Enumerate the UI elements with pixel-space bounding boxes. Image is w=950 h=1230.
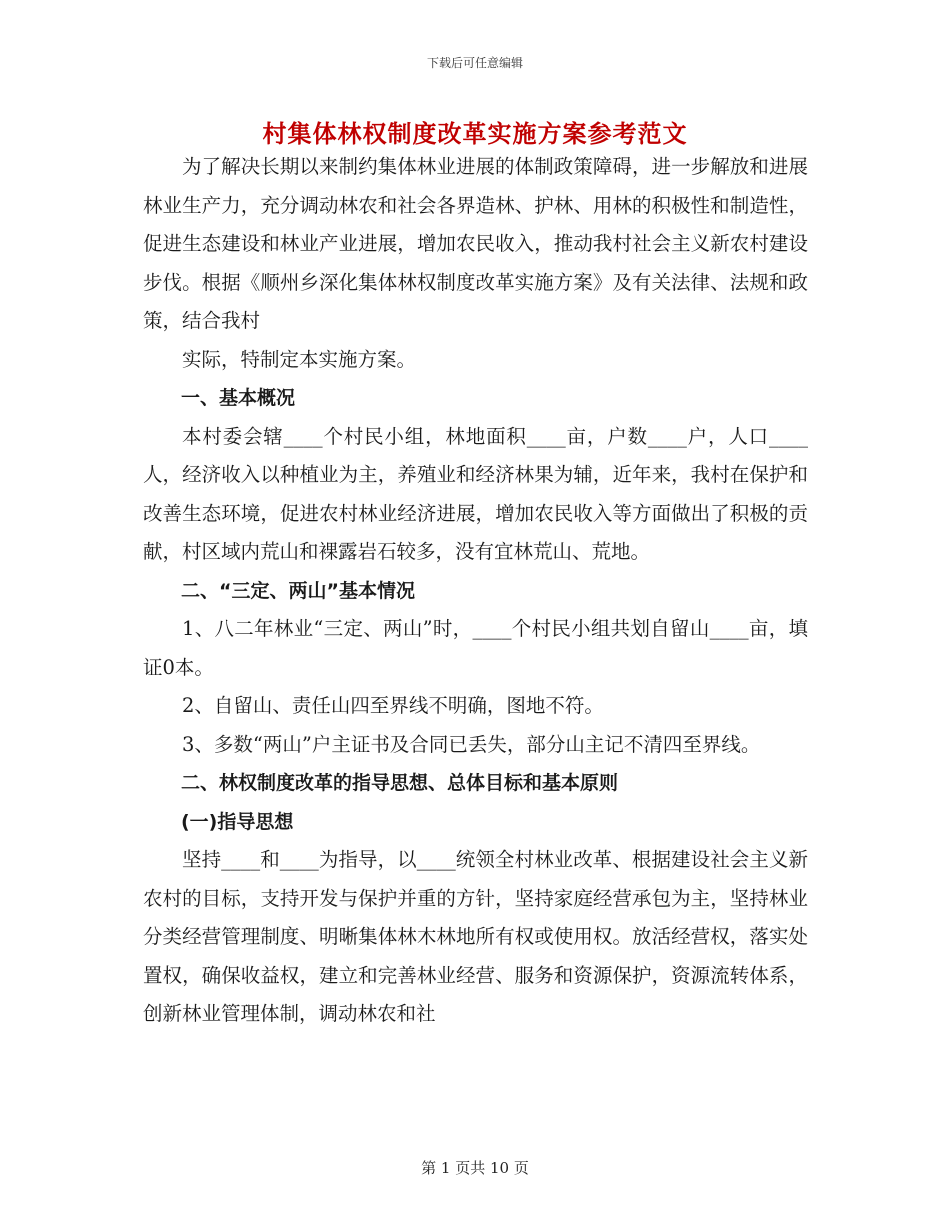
page-footer: 第 1 页共 10 页 <box>421 1159 529 1177</box>
paragraph-status-3: 3、多数“两山”户主证书及合同已丢失，部分山主记不清四至界线。 <box>182 732 761 756</box>
paragraph-status-2: 2、自留山、责任山四至界线不明确，图地不符。 <box>182 694 604 717</box>
section-heading-status: 二、“三定、两山”基本情况 <box>181 579 415 602</box>
subsection-heading-guidance: (一)指导思想 <box>181 810 294 833</box>
section-heading-overview: 一、基本概况 <box>181 387 296 409</box>
document-title: 村集体林权制度改革实施方案参考范文 <box>262 119 688 148</box>
paragraph-overview: 本村委会辖____个村民小组，林地面积____亩，户数____户，人口____人，经济收入以种植业为主，养殖业和经济林果为辅，近年来，我村在保护和改善生态环境，促进农村林业经济进展，增加农民收入等方面做出了积极的贡献，村区域内荒山和裸露岩石较多，没有宜林荒山、荒地。 <box>143 424 808 563</box>
paragraph-intro: 为了解决长期以来制约集体林业进展的体制政策障碍，进一步解放和进展林业生产力，充分调动林农和社会各界造林、护林、用林的积极性和制造性，促进生态建设和林业产业进展，增加农民收入，推动我村社会主义新农村建设步伐。根据《顺州乡深化集体林权制度改革实施方案》及有关法律、法规和政策，结合我村 <box>143 155 808 332</box>
section-heading-principles: 二、林权制度改革的指导思想、总体目标和基本原则 <box>181 772 619 794</box>
header-note: 下载后可任意编辑 <box>426 56 523 70</box>
paragraph-guidance: 坚持____和____为指导，以____统领全村林业改革、根据建设社会主义新农村的目标，支持开发与保护并重的方针，坚持家庭经营承包为主，坚持林业分类经营管理制度、明晰集体林木林地所有权或使用权。放活经营权，落实处置权，确保收益权，建立和完善林业经营、服务和资源保护，资源流转体系，创新林业管理体制，调动林农和社 <box>143 848 808 1025</box>
paragraph-intro-cont: 实际，特制定本实施方案。 <box>182 347 417 371</box>
paragraph-status-1: 1、八二年林业“三定、两山”时，____个村民小组共划自留山____亩，填证0本。 <box>143 617 808 679</box>
document-body <box>143 148 808 1034</box>
